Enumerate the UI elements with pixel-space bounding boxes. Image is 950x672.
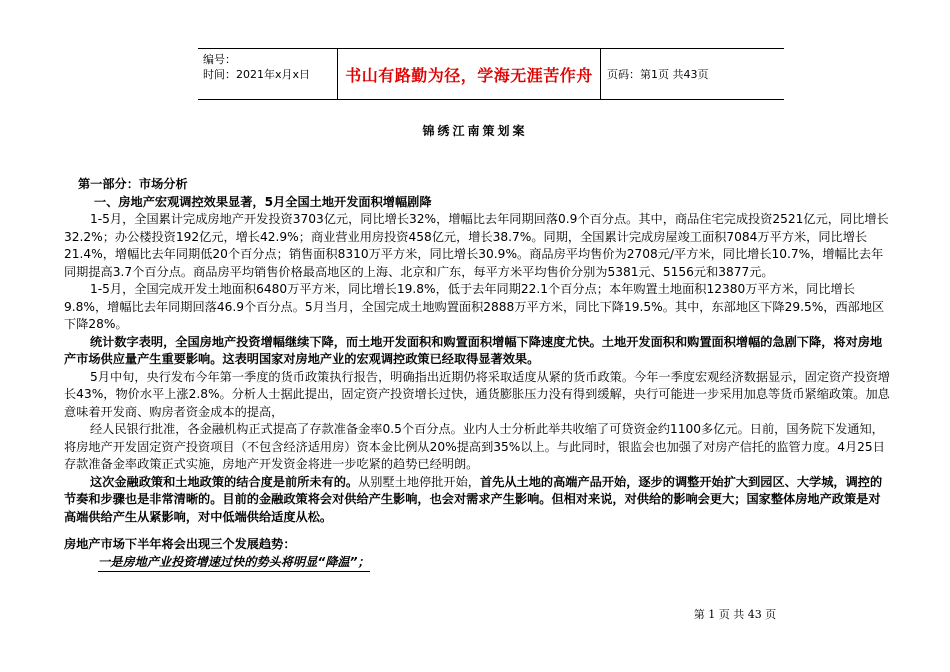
document-body (64, 176, 890, 572)
header-meta (198, 49, 338, 99)
header-motto (338, 49, 601, 99)
header-page (601, 49, 784, 99)
trend-item-1: 一是房地产业投资增速过快的势头将明显“降温”； (98, 554, 370, 573)
subsection-heading: 一、房地产宏观调控效果显著，5月全国土地开发面积增幅剧降 (94, 194, 432, 209)
page-header (198, 48, 784, 100)
motto-text: 书山有路勤为径，学海无涯苦作舟 (345, 65, 593, 85)
paragraph-statistics: 统计数字表明，全国房地产投资增幅继续下降，而土地开发面积和购置面积增幅下降速度尤快。土地开发面积和购置面积增幅的急剧下降，将对房地产市场供应量产生重要影响。这表明国家对房地产业的宏观调控政策已经取得显著效果。 (64, 334, 883, 366)
page-label: 页码：第1页 共43页 (607, 68, 709, 81)
page-footer: 第 1 页 共 43 页 (693, 608, 777, 621)
paragraph-policy (64, 474, 890, 527)
trend-heading: 房地产市场下半年将会出现三个发展趋势： (64, 537, 296, 551)
paragraph-investment: 1-5月，全国累计完成房地产开发投资3703亿元，同比增长32%，增幅比去年同期回落0.9个百分点。其中，商品住宅完成投资2521亿元，同比增长32.2%；办公楼投资192亿元，增长42.9%；商业营业用房投资458亿元，增长38.7%。同期，全国累计完成房屋竣工面积7084万平方米，同比增长21.4%，增幅比去年同期低20个百分点；销售面积8310万平方米，同比增长30.9%。商品房平均售价为2708元/平方米，同比增长10.7%，增幅比去年同期提高3.7个百分点。商品房平均销售价格最高地区的上海、北京和广东，每平方米平均售价分别为5381元、5156元和3877元。 (64, 212, 889, 279)
policy-bold-1: 这次金融政策和土地政策的结合度是前所未有的。 (90, 474, 359, 489)
paragraph-reserve-ratio: 经人民银行批准，各金融机构正式提高了存款准备金率0.5个百分点。业内人士分析此举共收缩了可贷资金约1100多亿元。日前，国务院下发通知，将房地产开发固定资产投资项目（不包含经济适用房）资本金比例从20%提高到35%以上。与此同时，银监会也加强了对房产信托的监管力度。4月25日存款准备金率政策正式实施，房地产开发资金将进一步吃紧的趋势已经明朗。 (64, 422, 885, 471)
document-title: 锦绣江南策划案 (422, 124, 528, 138)
time-label: 时间：2021年x月x日 (203, 68, 311, 81)
paragraph-central-bank: 5月中旬，央行发布今年第一季度的货币政策执行报告，明确指出近期仍将采取适度从紧的货币政策。今年一季度宏观经济数据显示，固定资产投资增长43%，物价水平上涨2.8%。分析人士据此提出，固定资产投资增长过快，通货膨胀压力没有得到缓解，央行可能进一步采用加息等货币紧缩政策。加息意味着开发商、购房者资金成本的提高， (64, 369, 890, 419)
policy-bold-2: 首先从土地的高端产品开始，逐步的调整开始扩大到园区、大学城，调控的节奏和步骤也是非常清晰的。目前的金融政策将会对供给产生影响，也会对需求产生影响。但相对来说，对供给的影响会更大；国家整体房地产政策是对高端供给产生从紧影响，对中低端供给适度从松。 (64, 474, 883, 524)
paragraph-land: 1-5月，全国完成开发土地面积6480万平方米，同比增长19.8%，低于去年同期22.1个百分点；本年购置土地面积12380万平方米，同比增长9.8%，增幅比去年同期回落46.9个百分点。5月当月，全国完成土地购置面积2888万平方米，同比下降19.5%。其中，东部地区下降29.5%，西部地区下降28%。 (64, 282, 885, 331)
section-heading: 第一部分：市场分析 (78, 177, 188, 191)
policy-normal: 从别墅土地停批开始， (358, 474, 480, 489)
number-label: 编号： (203, 53, 236, 66)
